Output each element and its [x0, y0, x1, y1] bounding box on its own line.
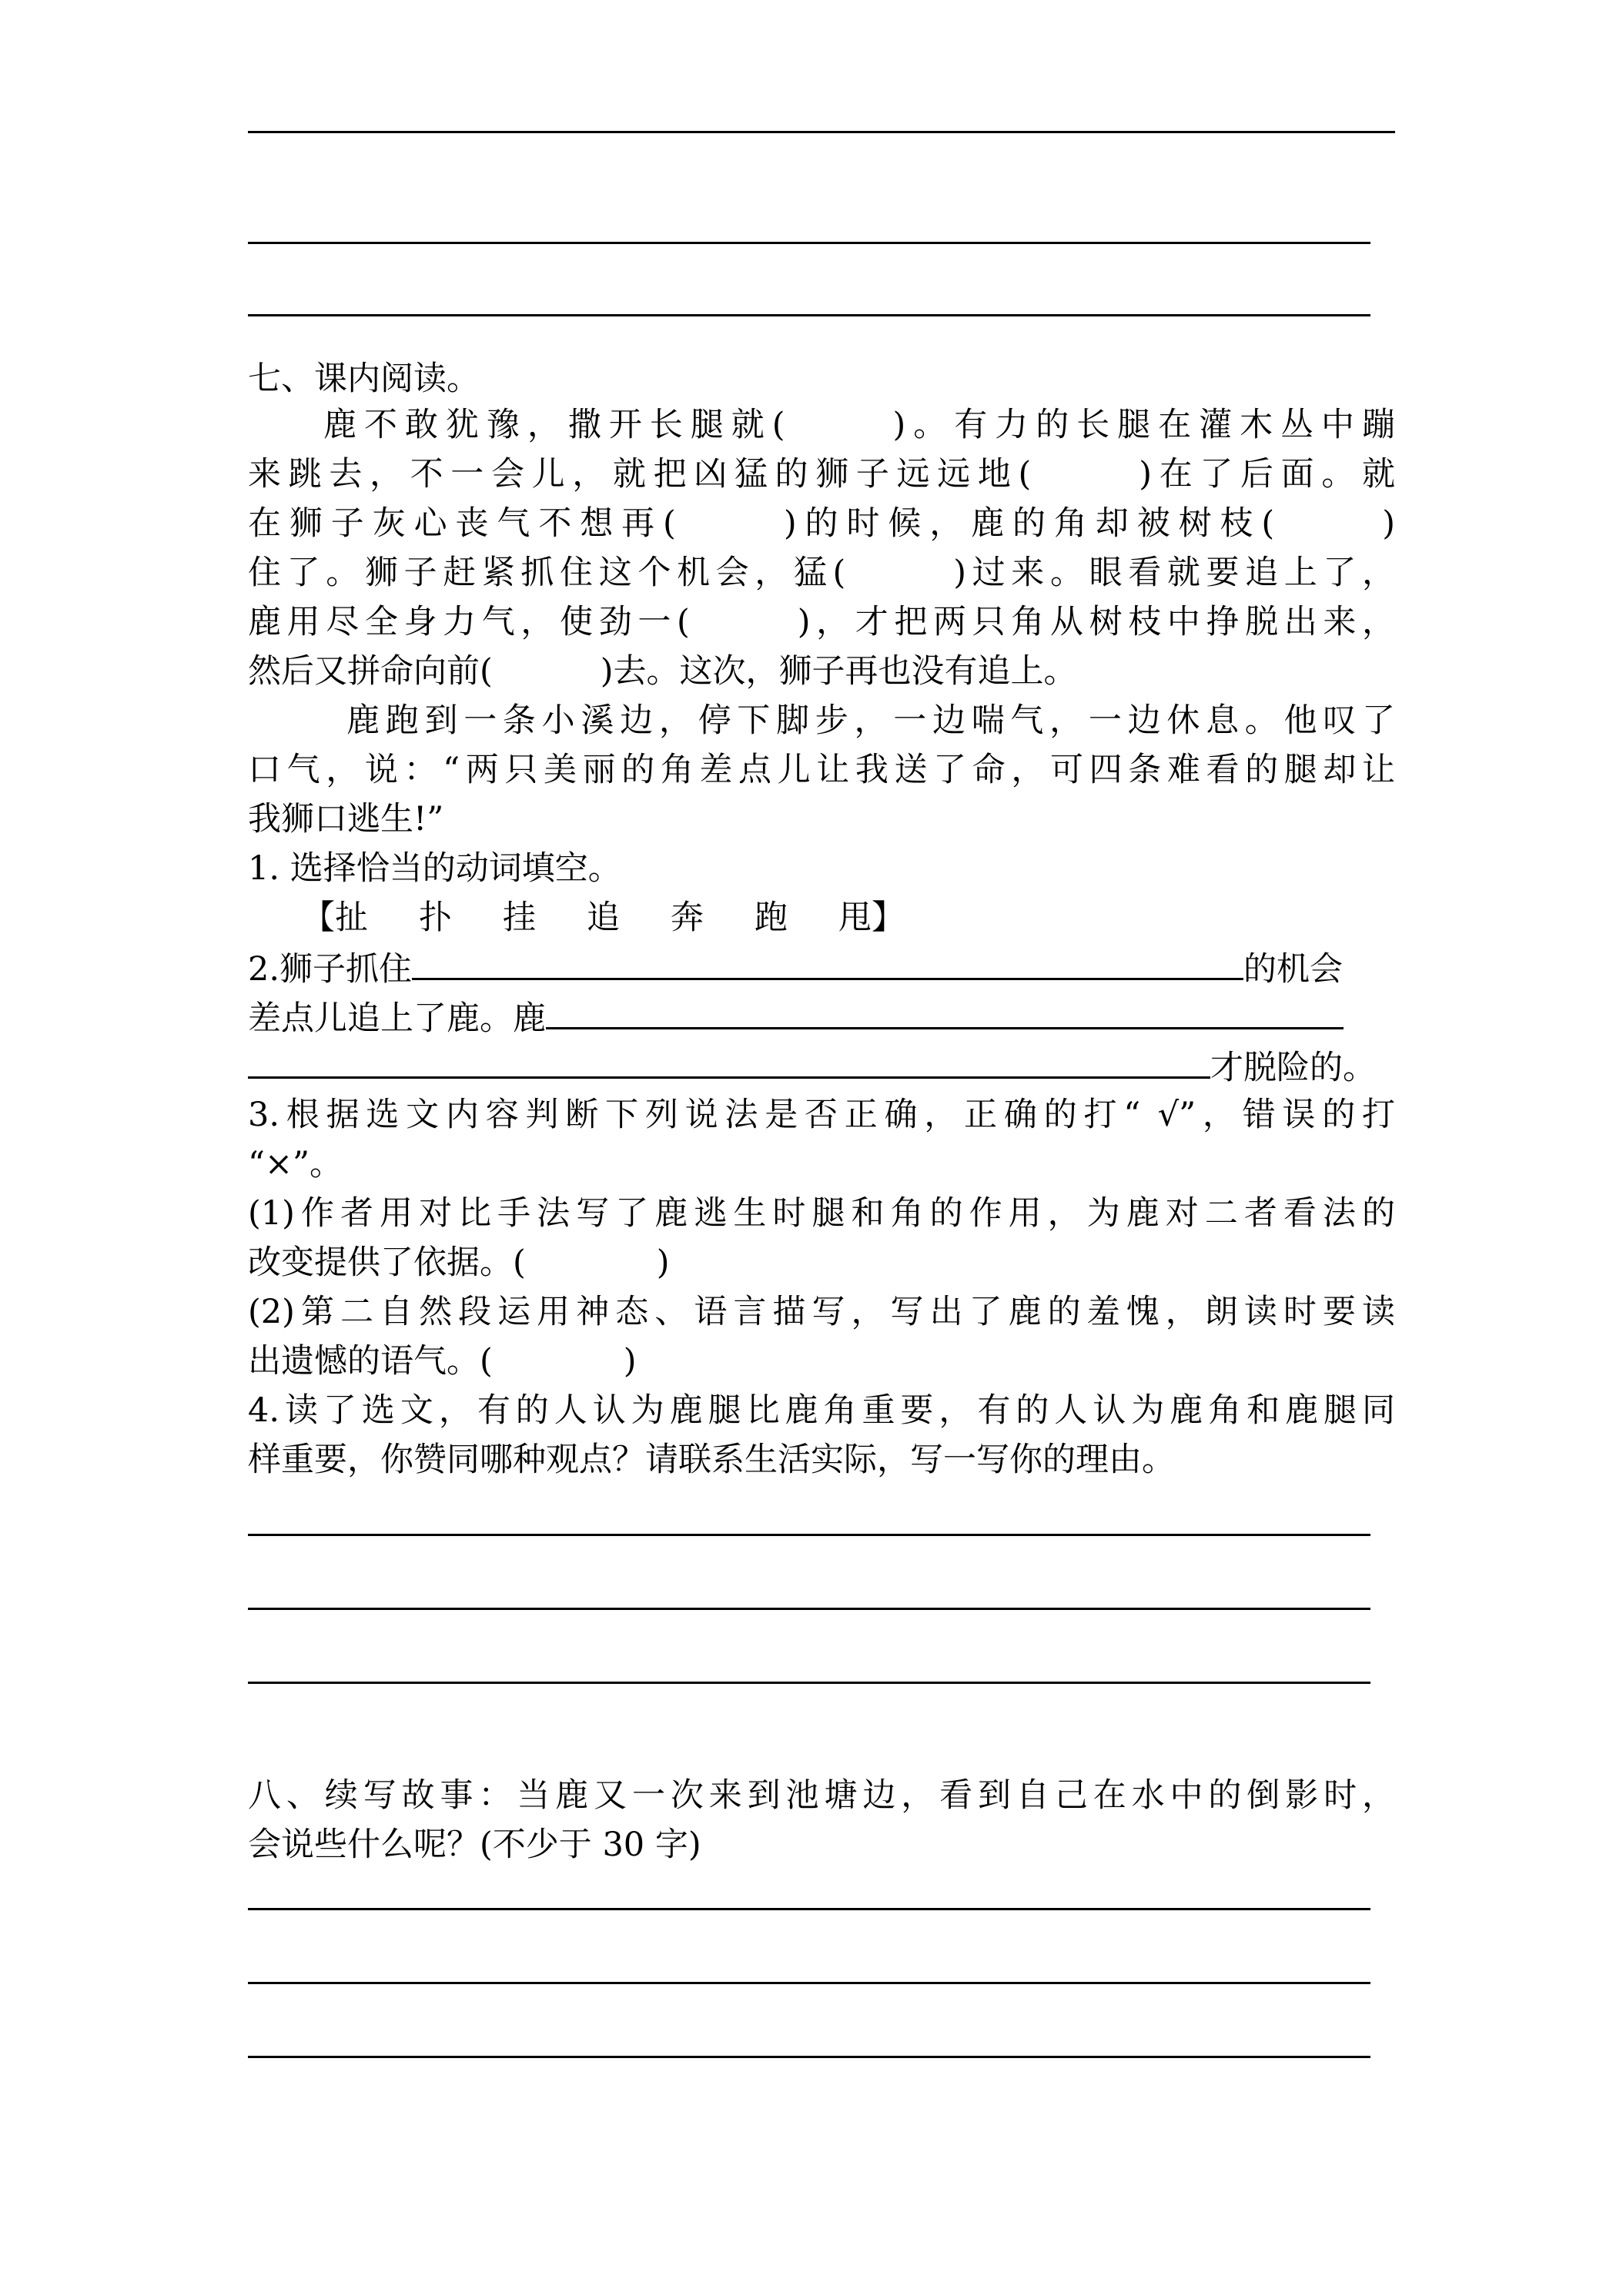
statement-1: (1)作者用对比手法写了鹿逃生时腿和角的作用，为鹿对二者看法的: [248, 1194, 1395, 1233]
answer-line: [248, 314, 1370, 316]
passage-line: 鹿不敢犹豫，撒开长腿就( )。有力的长腿在灌木丛中蹦: [323, 406, 1395, 444]
word-option: 挂: [503, 899, 536, 937]
passage-line: 在狮子灰心丧气不想再( )的时候，鹿的角却被树枝( ): [248, 504, 1395, 543]
word-option: 扯: [335, 899, 368, 937]
word-option: 奔: [671, 899, 704, 937]
passage-line: 然后又拼命向前( )去。这次，狮子再也没有追上。: [248, 652, 1077, 691]
word-option: 追: [587, 899, 620, 937]
passage-line: 口气，说：“两只美丽的角差点儿让我送了命，可四条难看的腿却让: [248, 751, 1395, 789]
passage-line: 我狮口逃生!”: [248, 800, 444, 838]
section-7-title: 七、课内阅读。: [248, 360, 480, 398]
passage-line: 来跳去，不一会儿，就把凶猛的狮子远远地( )在了后面。就: [248, 455, 1396, 494]
answer-line[interactable]: [248, 1682, 1370, 1684]
answer-line[interactable]: [248, 1982, 1370, 1984]
fill-blank[interactable]: [248, 1041, 1210, 1079]
word-bank: [302, 893, 1449, 942]
question-2-line: 2.狮子抓住 的机会: [248, 942, 1395, 994]
passage-line: 鹿跑到一条小溪边，停下脚步，一边喘气，一边休息。他叹了: [346, 701, 1395, 740]
statement-1: 改变提供了依据。( ): [248, 1243, 670, 1282]
passage-line: 住了。狮子赶紧抓住这个机会，猛( )过来。眼看就要追上了，: [248, 554, 1395, 592]
section-8-title: 八、续写故事：当鹿又一次来到池塘边，看到自己在水中的倒影时，: [248, 1776, 1395, 1815]
word-option: 跑: [755, 899, 788, 937]
answer-line[interactable]: [248, 1908, 1370, 1910]
answer-line[interactable]: [248, 1608, 1370, 1610]
question-3: “×”。: [248, 1145, 343, 1183]
word-option: 扑: [419, 899, 452, 937]
section-8-title: 会说些什么呢？(不少于 30 字): [248, 1826, 701, 1864]
question-2-line: 差点儿追上了鹿。鹿: [248, 992, 1395, 1043]
question-4: 4.读了选文，有的人认为鹿腿比鹿角重要，有的人认为鹿角和鹿腿同: [248, 1391, 1395, 1430]
answer-line: [248, 131, 1395, 133]
fill-blank[interactable]: [546, 992, 1344, 1029]
statement-2: 出遗憾的语气。( ): [248, 1342, 637, 1381]
word-option: 甩: [838, 899, 872, 937]
word-bank-open: 【: [302, 899, 335, 937]
answer-line[interactable]: [248, 1534, 1370, 1536]
word-bank-close: 】: [872, 899, 905, 937]
question-4: 样重要，你赞同哪种观点？请联系生活实际，写一写你的理由。: [248, 1441, 1175, 1479]
answer-line: [248, 242, 1370, 244]
passage-line: 鹿用尽全身力气，使劲一( )，才把两只角从树枝中挣脱出来，: [248, 603, 1395, 641]
statement-2: (2)第二自然段运用神态、语言描写，写出了鹿的羞愧，朗读时要读: [248, 1293, 1395, 1331]
question-3: 3.根据选文内容判断下列说法是否正确，正确的打“ √”，错误的打: [248, 1096, 1395, 1134]
question-2-line: 才脱险的。: [248, 1041, 1395, 1093]
question-1: 1. 选择恰当的动词填空。: [248, 849, 621, 888]
answer-line[interactable]: [248, 2056, 1370, 2058]
fill-blank[interactable]: [412, 942, 1243, 980]
